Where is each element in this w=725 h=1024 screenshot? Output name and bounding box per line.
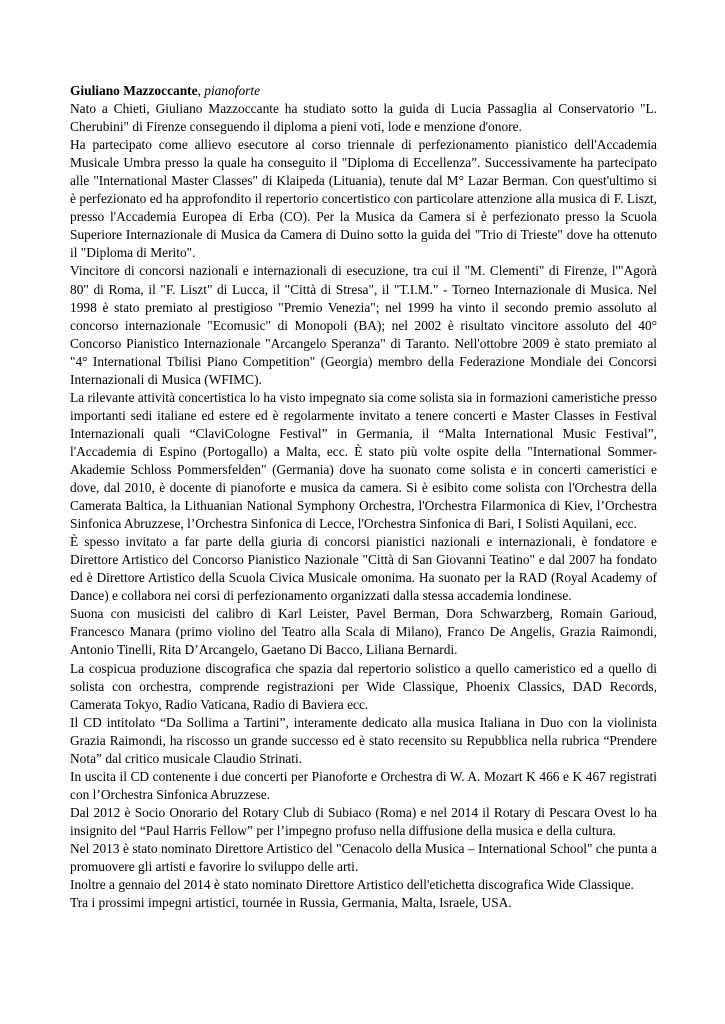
paragraph-juries-direction: È spesso invitato a far parte della giuria di concorsi pianistici nazionali e internazionali, è fondatore e Direttore Artistico del Concorso Pianistico Nazionale "Città di San Giovanni Teatino" e dal 2007 ha fondato ed è Direttore Artistico della Scuola Civica Musicale omonima. Ha suonato per la RAD (Royal Academy of Dance) e collabora nei corsi di perfezionamento organizzati dalla stessa accademia londinese. bbox=[70, 534, 657, 604]
paragraph-concert-activity: La rilevante attività concertistica lo ha visto impegnato sia come solista sia in formazioni cameristiche presso importanti sedi italiane ed estere ed è regolarmente invitato a tenere concerti e Master Classes in Festival Internazionali quali “ClaviCologne Festival” in Germania, il “Malta International Music Festival”, l'Accademia di Espino (Portogallo) a Malta, ecc. È stato più volte ospite della "International Sommer-Akademie Schloss Pommersfelden" (Germania) dove ha suonato come solista e in concerti cameristici e dove, dal 2010, è docente di pianoforte e musica da camera. Si è esibito come solista con l'Orchestra della Camerata Baltica, la Lithuanian National Symphony Orchestra, l'Orchestra Filarmonica di Kiev, l’Orchestra Sinfonica Abruzzese, l’Orchestra Sinfonica di Lecce, l'Orchestra Sinfonica di Bari, I Solisti Aquilani, ecc. bbox=[70, 389, 657, 532]
paragraph-training: Ha partecipato come allievo esecutore al corso triennale di perfezionamento pianistico dell'Accademia Musicale Umbra presso la quale ha conseguito il "Diploma di Eccellenza”. Successivamente ha partecipato alle "International Master Classes" di Klaipeda (Lituania), tenute dal M° Lazar Berman. Con quest'ultimo si è perfezionato ed ha approfondito il repertorio concertistico con particolare attenzione alla musica di F. Liszt, presso l'Accademia Europea di Erba (CO). Per la Musica da Camera si è perfezionato presso la Scuola Superiore Internazionale di Musica da Camera di Duino sotto la guida del "Trio di Trieste" dove ha ottenuto il "Diploma di Merito". bbox=[70, 137, 657, 261]
paragraph-wide-classique: Inoltre a gennaio del 2014 è stato nominato Direttore Artistico dell'etichetta discografica Wide Classique. bbox=[70, 877, 634, 893]
paragraph-collaborators: Suona con musicisti del calibro di Karl Leister, Pavel Berman, Dora Schwarzberg, Romain Garioud, Francesco Manara (primo violino del Teatro alla Scala di Milano), Franco De Angelis, Grazia Raimondi, Antonio Tinelli, Rita D’Arcangelo, Gaetano Di Bacco, Liliana Bernardi. bbox=[70, 606, 657, 658]
paragraph-cd-sollima-tartini: Il CD intitolato “Da Sollima a Tartini”, interamente dedicato alla musica Italiana in Duo con la violinista Grazia Raimondi, ha riscosso un grande successo ed è stato recensito su Repubblica nella rubrica “Prendere Nota” dal critico musicale Claudio Strinati. bbox=[70, 714, 657, 766]
artist-name: Giuliano Mazzoccante bbox=[70, 83, 198, 98]
paragraph-discography: La cospicua produzione discografica che spazia dal repertorio solistico a quello cameristico ed a quello di solista con orchestra, comprende registrazioni per Wide Classique, Phoenix Classics, DAD Records, Camerata Tokyo, Radio Vaticana, Radio di Baviera ecc. bbox=[70, 660, 657, 712]
artist-instrument: pianoforte bbox=[204, 83, 261, 98]
paragraph-competitions: Vincitore di concorsi nazionali e internazionali di esecuzione, tra cui il "M. Clementi" di Firenze, l'"Agorà 80" di Roma, il "F. Liszt" di Lucca, il "Città di Stresa", il "T.I.M." - Torneo Internazionale di Musica. Nel 1998 è stato premiato al prestigioso "Premio Venezia"; nel 1999 ha vinto il secondo premio assoluto al concorso internazionale "Ecomusic" di Monopoli (BA); nel 2002 è risultato vincitore assoluto del 40° Concorso Pianistico Internazionale "Arcangelo Speranza" di Taranto. Nell'ottobre 2009 è stato premiato al "4° International Tbilisi Piano Competition" (Georgia) membro della Federazione Mondiale dei Concorsi Internazionali di Musica (WFIMC). bbox=[70, 263, 657, 387]
paragraph-upcoming-tour: Tra i prossimi impegni artistici, tournée in Russia, Germania, Malta, Israele, USA. bbox=[70, 895, 512, 911]
paragraph-education: Nato a Chieti, Giuliano Mazzoccante ha studiato sotto la guida di Lucia Passaglia al Conservatorio "L. Cherubini" di Firenze conseguendo il diploma a pieni voti, lode e menzione d'onore. bbox=[70, 101, 657, 135]
heading-separator: , bbox=[197, 83, 205, 98]
biography-heading bbox=[70, 82, 657, 100]
paragraph-rotary: Dal 2012 è Socio Onorario del Rotary Club di Subiaco (Roma) e nel 2014 il Rotary di Pescara Ovest lo ha insignito del “Paul Harris Fellow” per l’impegno profuso nella diffusione della musica e della cultura. bbox=[70, 804, 657, 838]
paragraph-cenacolo: Nel 2013 è stato nominato Direttore Artistico del "Cenacolo della Musica – International School" che punta a promuovere gli artisti e favorire lo sviluppo delle arti. bbox=[70, 840, 657, 875]
biography-document bbox=[70, 82, 657, 912]
paragraph-cd-mozart: In uscita il CD contenente i due concerti per Pianoforte e Orchestra di W. A. Mozart K 466 e K 467 registrati con l’Orchestra Sinfonica Abruzzese. bbox=[70, 768, 657, 802]
